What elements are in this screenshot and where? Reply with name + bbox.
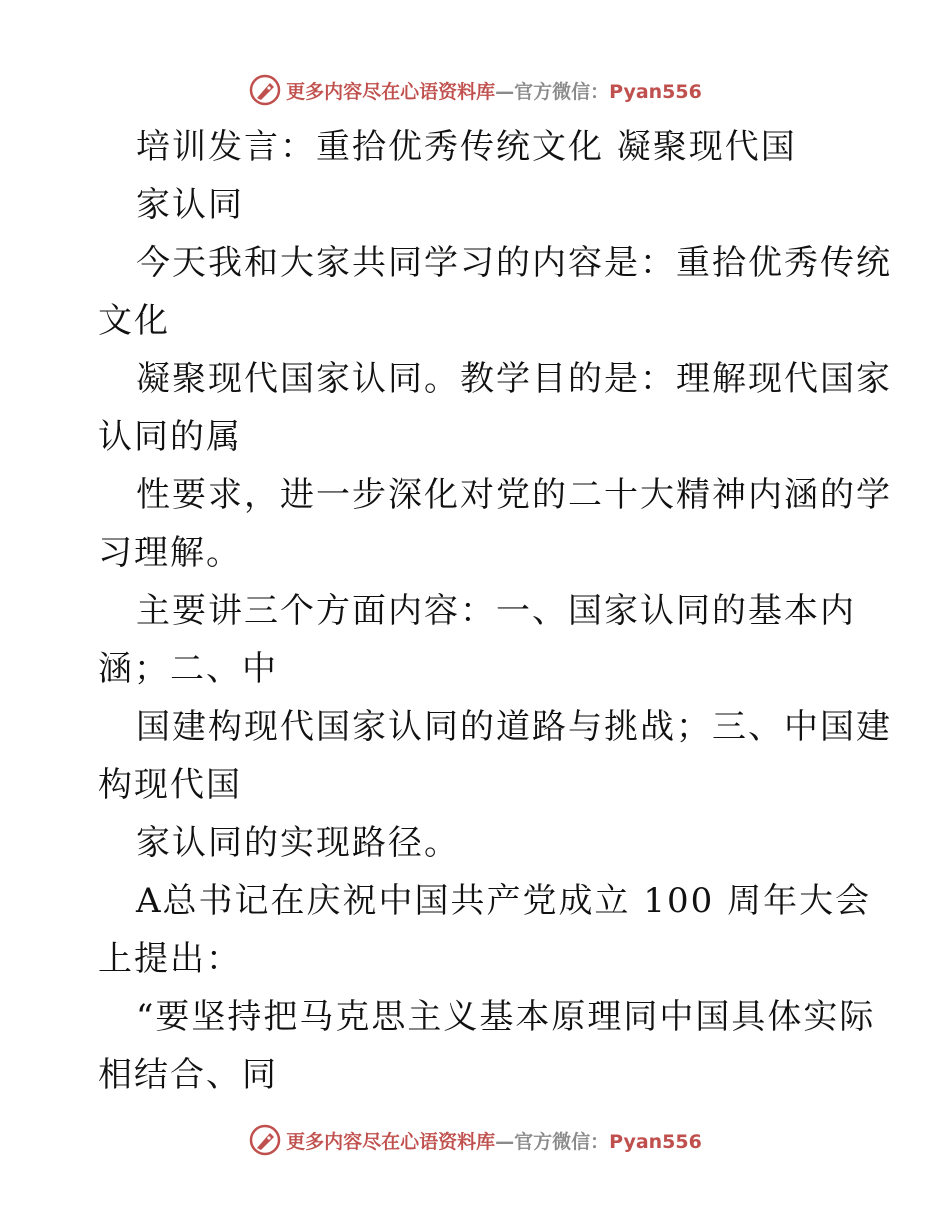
watermark-text <box>286 77 702 104</box>
text-line: 主要讲三个方面内容：一、国家认同的基本内 <box>136 591 856 631</box>
watermark-wechat-label: 官方微信： <box>514 80 610 103</box>
watermark-main: 更多内容尽在心语资料库 <box>286 1130 496 1153</box>
watermark-wechat-id: Pyan556 <box>609 1130 702 1153</box>
text-line: 国建构现代国家认同的道路与挑战；三、中国建 <box>136 707 892 747</box>
text-line: 性要求，进一步深化对党的二十大精神内涵的学 <box>136 475 892 515</box>
watermark-wechat-id: Pyan556 <box>609 80 702 103</box>
watermark-main: 更多内容尽在心语资料库 <box>286 80 496 103</box>
watermark-wechat-label: 官方微信： <box>514 1130 610 1153</box>
text-line: “要坚持把马克思主义基本原理同中国具体实际 <box>136 997 876 1037</box>
text-line: 家认同 <box>136 185 244 225</box>
text-line: A总书记在庆祝中国共产党成立 100 周年大会 <box>136 881 872 921</box>
text-line: 习理解。 <box>98 533 242 573</box>
text-line: 培训发言：重拾优秀传统文化 凝聚现代国 <box>136 127 797 167</box>
text-line: 文化 <box>98 301 170 341</box>
pen-nib-logo-icon <box>248 73 282 107</box>
watermark-text <box>286 1127 702 1154</box>
pen-nib-logo-icon <box>248 1123 282 1157</box>
header-watermark <box>0 70 950 110</box>
document-body <box>98 118 892 1104</box>
text-line: 认同的属 <box>98 417 242 457</box>
text-line: 凝聚现代国家认同。教学目的是：理解现代国家 <box>136 359 892 399</box>
watermark-dash: — <box>495 1130 515 1153</box>
text-line: 家认同的实现路径。 <box>136 823 460 863</box>
text-line: 相结合、同 <box>98 1055 278 1095</box>
text-line: 今天我和大家共同学习的内容是：重拾优秀传统 <box>136 243 892 283</box>
text-line: 上提出： <box>98 939 242 979</box>
text-line: 构现代国 <box>98 765 242 805</box>
watermark-dash: — <box>495 80 515 103</box>
footer-watermark <box>0 1120 950 1160</box>
text-line: 涵；二、中 <box>98 649 278 689</box>
